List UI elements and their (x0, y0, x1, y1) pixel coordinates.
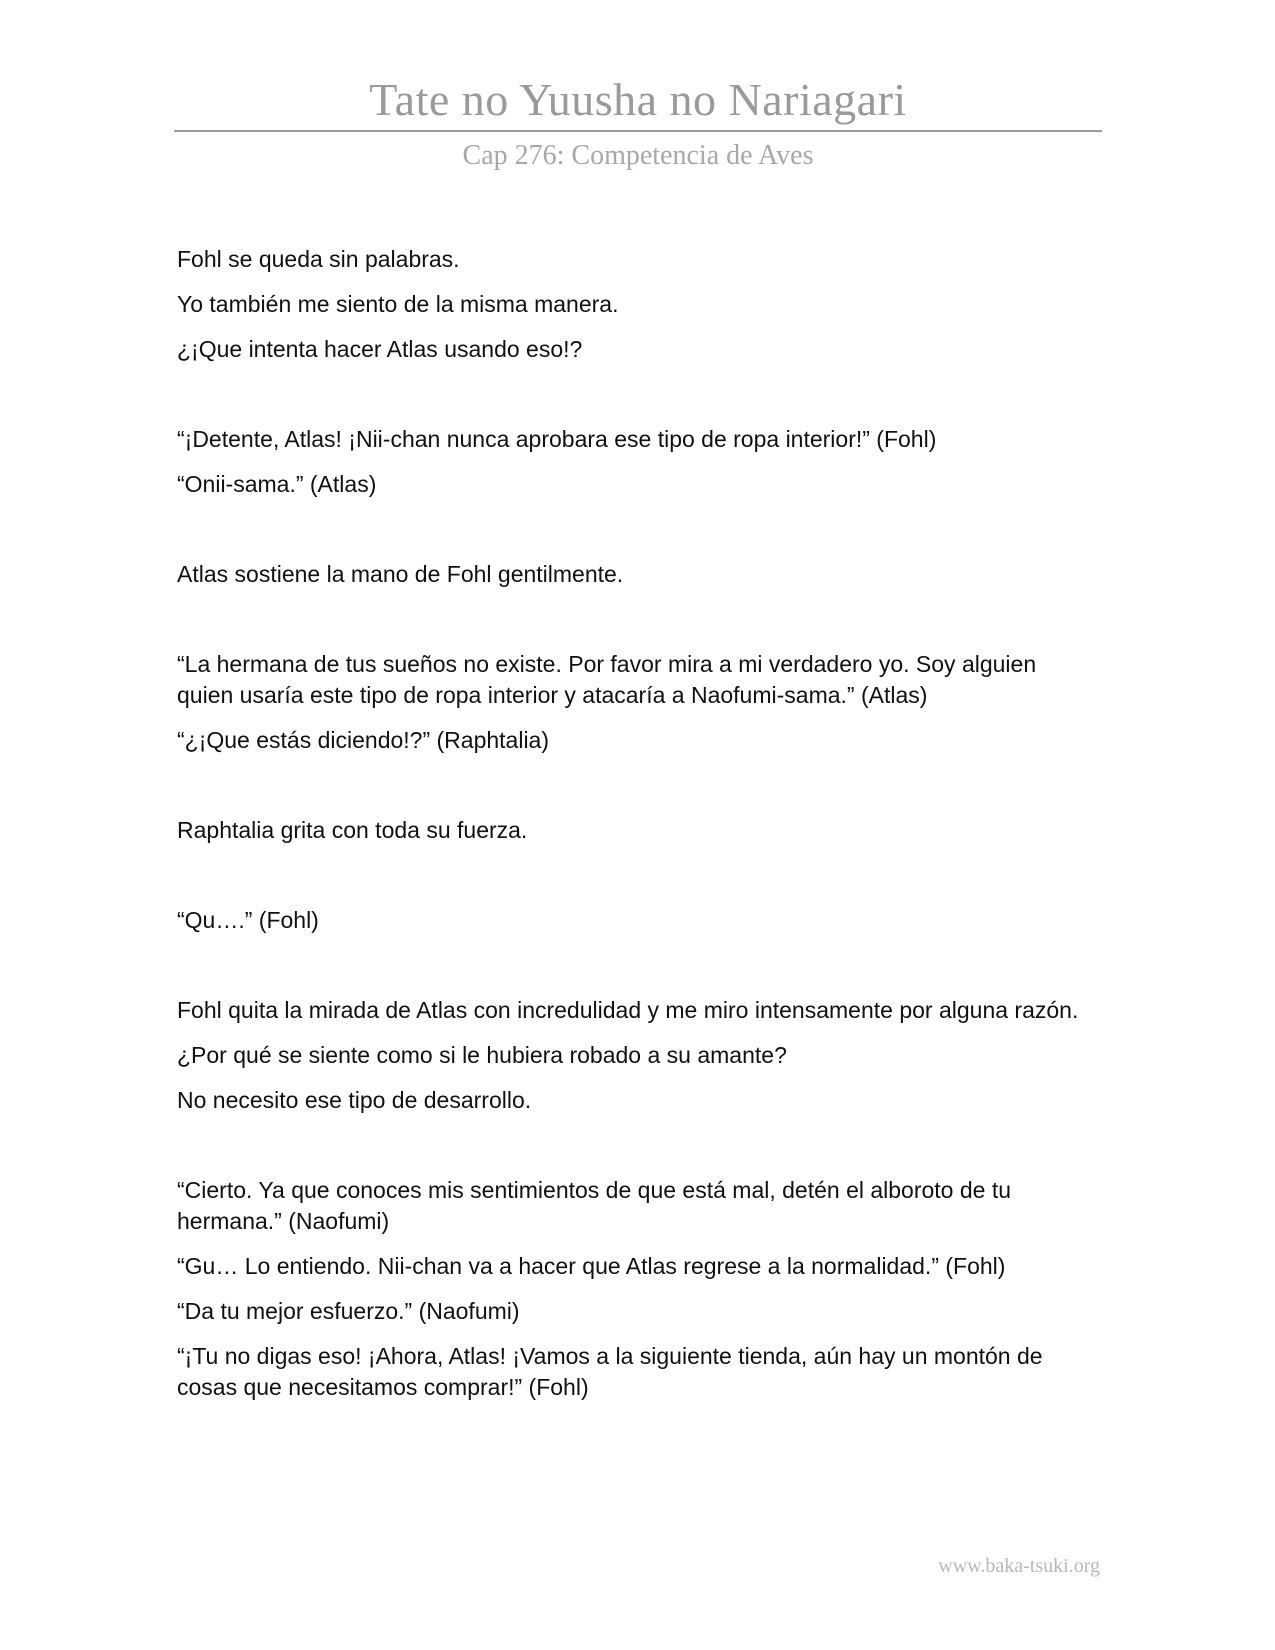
paragraph: “Gu… Lo entiendo. Nii-chan va a hacer que Atlas regrese a la normalidad.” (Fohl) (177, 1253, 1006, 1279)
website-footer: www.baka-tsuki.org (938, 1555, 1100, 1577)
paragraph: Fohl se queda sin palabras. (177, 246, 460, 272)
paragraph: “¡Tu no digas eso! ¡Ahora, Atlas! ¡Vamos a la siguiente tienda, aún hay un montón de cosas que necesitamos comprar!” (Fohl) (177, 1343, 1043, 1400)
title-divider (174, 130, 1102, 132)
paragraph: “Da tu mejor esfuerzo.” (Naofumi) (177, 1298, 520, 1324)
paragraph: “La hermana de tus sueños no existe. Por favor mira a mi verdadero yo. Soy alguien quien usaría este tipo de ropa interior y atacaría a Naofumi-sama.” (Atlas) (177, 651, 1037, 708)
paragraph: “Qu….” (Fohl) (177, 907, 319, 933)
page-title: Tate no Yuusha no Nariagari (369, 74, 907, 125)
paragraph: “¿¡Que estás diciendo!?” (Raphtalia) (177, 727, 549, 753)
paragraph: Fohl quita la mirada de Atlas con incredulidad y me miro intensamente por alguna razón. (177, 997, 1079, 1023)
paragraph: Yo también me siento de la misma manera. (177, 291, 619, 317)
paragraph: Raphtalia grita con toda su fuerza. (177, 817, 528, 843)
paragraph: Atlas sostiene la mano de Fohl gentilmente. (177, 561, 624, 587)
paragraph: No necesito ese tipo de desarrollo. (177, 1087, 532, 1113)
page-header (174, 70, 1102, 174)
paragraph: ¿¡Que intenta hacer Atlas usando eso!? (177, 336, 583, 362)
paragraph: “Onii-sama.” (Atlas) (177, 471, 377, 497)
paragraph: “¡Detente, Atlas! ¡Nii-chan nunca aprobara ese tipo de ropa interior!” (Fohl) (177, 426, 937, 452)
chapter-subtitle: Cap 276: Competencia de Aves (462, 140, 814, 171)
paragraph: ¿Por qué se siente como si le hubiera robado a su amante? (177, 1042, 787, 1068)
chapter-body (177, 244, 1097, 1403)
paragraph: “Cierto. Ya que conoces mis sentimientos de que está mal, detén el alboroto de tu hermana.” (Naofumi) (177, 1177, 1012, 1234)
